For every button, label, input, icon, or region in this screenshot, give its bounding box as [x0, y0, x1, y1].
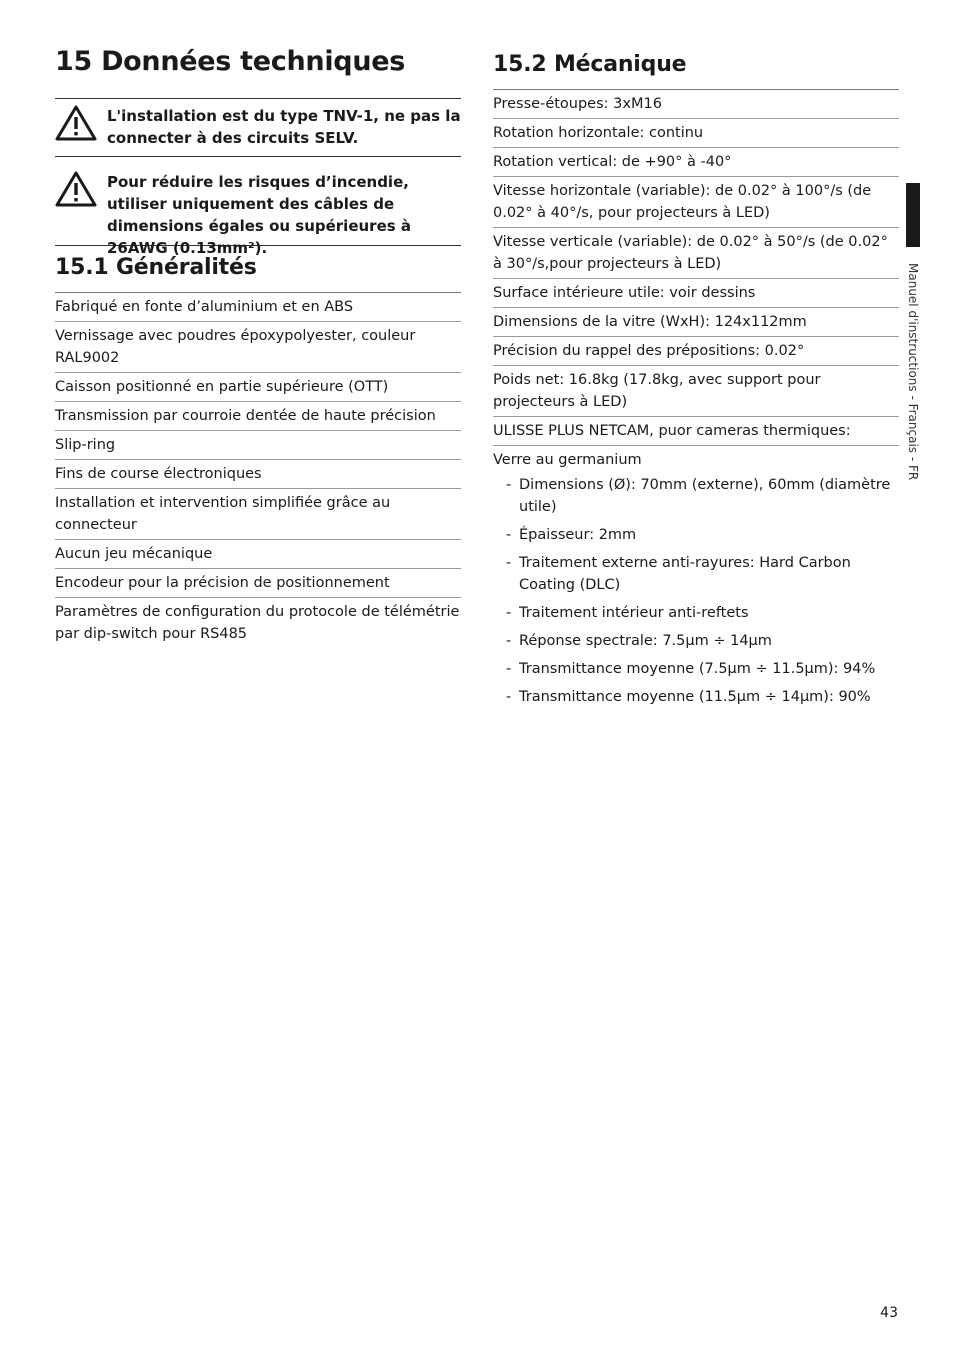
- section-heading-mechanical: 15.2 Mécanique: [493, 52, 687, 77]
- sub-list-text: Épaisseur: 2mm: [519, 527, 637, 543]
- warning-box: [55, 98, 461, 161]
- list-item: Slip-ring: [55, 430, 461, 459]
- warning-icon: [55, 171, 99, 207]
- dash-marker: -: [506, 477, 512, 493]
- warning-text: L'installation est du type TNV-1, ne pas la connecter à des circuits SELV.: [107, 107, 461, 147]
- mechanical-list: [493, 89, 899, 714]
- dash-marker: -: [506, 689, 512, 705]
- sub-list-item: [493, 655, 899, 683]
- page-title: 15 Données techniques: [55, 46, 406, 77]
- sub-list-text: Réponse spectrale: 7.5µm ÷ 14µm: [519, 633, 772, 649]
- sub-list: [493, 471, 899, 711]
- dash-marker: -: [506, 555, 512, 571]
- dash-marker: -: [506, 527, 512, 543]
- warning-icon: [55, 105, 99, 141]
- section-tab-marker: [906, 183, 920, 247]
- warning-text: Pour réduire les risques d’incendie, utiliser uniquement des câbles de dimensions égales ou supérieures à 26AWG (0.13mm²).: [107, 173, 412, 257]
- sub-list-text: Dimensions (Ø): 70mm (externe), 60mm (diamètre utile): [519, 477, 891, 515]
- sub-list-text: Traitement externe anti-rayures: Hard Carbon Coating (DLC): [519, 555, 851, 593]
- list-item: Rotation vertical: de +90° à -40°: [493, 147, 899, 176]
- list-item: Fins de course électroniques: [55, 459, 461, 488]
- sub-list-item: [493, 549, 899, 599]
- list-item: Surface intérieure utile: voir dessins: [493, 278, 899, 307]
- warning-box: [55, 156, 461, 257]
- list-item: Encodeur pour la précision de positionnement: [55, 568, 461, 597]
- list-item-label: Verre au germanium: [493, 452, 642, 468]
- list-item: Vitesse horizontale (variable): de 0.02° à 100°/s (de 0.02° à 40°/s, pour projecteurs à LED): [493, 176, 899, 227]
- list-item: Caisson positionné en partie supérieure (OTT): [55, 372, 461, 401]
- list-item: Précision du rappel des prépositions: 0.02°: [493, 336, 899, 365]
- list-item: Poids net: 16.8kg (17.8kg, avec support pour projecteurs à LED): [493, 365, 899, 416]
- list-item: Rotation horizontale: continu: [493, 118, 899, 147]
- list-item: Dimensions de la vitre (WxH): 124x112mm: [493, 307, 899, 336]
- dash-marker: -: [506, 661, 512, 677]
- sub-list-text: Traitement intérieur anti-reftets: [519, 605, 749, 621]
- list-item: Transmission par courroie dentée de haute précision: [55, 401, 461, 430]
- sub-list-text: Transmittance moyenne (11.5µm ÷ 14µm): 90%: [519, 689, 871, 705]
- dash-marker: -: [506, 633, 512, 649]
- sub-list-text: Transmittance moyenne (7.5µm ÷ 11.5µm): 94%: [519, 661, 876, 677]
- list-item: Vernissage avec poudres époxypolyester, couleur RAL9002: [55, 321, 461, 372]
- section-heading-general: 15.1 Généralités: [55, 255, 257, 280]
- list-item: ULISSE PLUS NETCAM, puor cameras thermiques:: [493, 416, 899, 445]
- general-list: [55, 292, 461, 648]
- sub-list-item: [493, 683, 899, 711]
- sub-list-item: [493, 471, 899, 521]
- list-item: Fabriqué en fonte d’aluminium et en ABS: [55, 292, 461, 321]
- sub-list-item: [493, 521, 899, 549]
- sub-list-item: [493, 627, 899, 655]
- list-item: Installation et intervention simplifiée grâce au connecteur: [55, 488, 461, 539]
- list-item: [493, 445, 899, 714]
- list-item: Vitesse verticale (variable): de 0.02° à 50°/s (de 0.02° à 30°/s,pour projecteurs à LED): [493, 227, 899, 278]
- list-item: Presse-étoupes: 3xM16: [493, 89, 899, 118]
- side-label-text: Manuel d'instructions - Français - FR: [906, 263, 920, 481]
- page-number: 43: [880, 1305, 898, 1321]
- dash-marker: -: [506, 605, 512, 621]
- list-item: Aucun jeu mécanique: [55, 539, 461, 568]
- list-item: Paramètres de configuration du protocole de télémétrie par dip-switch pour RS485: [55, 597, 461, 648]
- sub-list-item: [493, 599, 899, 627]
- side-running-label: [906, 263, 920, 503]
